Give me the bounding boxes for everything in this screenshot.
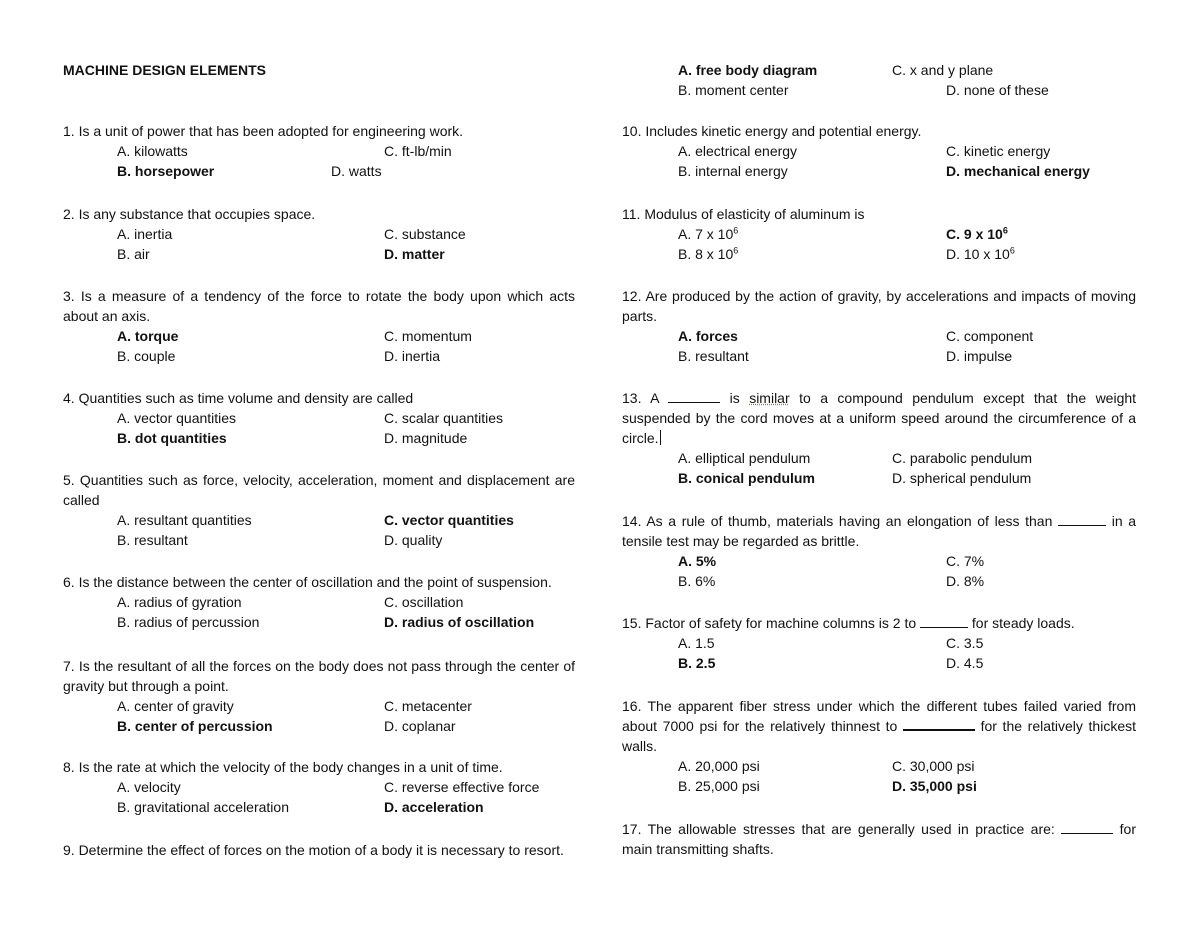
option-c: C. 7%	[946, 553, 985, 569]
option-c: C. component	[946, 328, 1034, 344]
option-d: D. none of these	[946, 82, 1049, 98]
question-stem: 5. Quantities such as force, velocity, acceleration, moment and displacement are called	[63, 472, 575, 508]
options	[63, 592, 575, 632]
options	[63, 326, 575, 366]
options	[622, 756, 1136, 796]
question-stem: 9. Determine the effect of forces on the motion of a body it is necessary to resort.	[63, 842, 564, 858]
option-c: C. 30,000 psi	[892, 758, 975, 774]
option-c: C. 3.5	[946, 635, 984, 651]
question-16	[622, 696, 1136, 796]
option-c: C. scalar quantities	[384, 410, 504, 426]
option-d: D. magnitude	[384, 430, 468, 446]
option-c-answer: C. 9 x $10^6$	[946, 225, 1008, 242]
options	[63, 224, 575, 264]
option-b: B. resultant	[678, 348, 749, 364]
option-b-answer: B. 2.5	[678, 655, 716, 671]
question-stem: 16. The apparent fiber stress under which the different tubes failed varied from about 7000 psi for the relatively thinnest to for the relatively thickest walls.	[622, 698, 1136, 754]
option-d: D. inertia	[384, 348, 441, 364]
option-a: A. inertia	[117, 226, 173, 242]
question-stem: 1. Is a unit of power that has been adopted for engineering work.	[63, 123, 464, 139]
question-stem: 10. Includes kinetic energy and potential energy.	[622, 123, 922, 139]
question-stem: 15. Factor of safety for machine columns is 2 to for steady loads.	[622, 615, 1075, 631]
option-a: A. electrical energy	[678, 143, 798, 159]
question-stem: 7. Is the resultant of all the forces on the body does not pass through the center of gravity but through a point.	[63, 658, 575, 694]
option-d: D. watts	[331, 163, 382, 179]
option-d-answer: D. matter	[384, 246, 445, 262]
option-a: A. radius of gyration	[117, 594, 242, 610]
option-c-answer: C. vector quantities	[384, 512, 514, 528]
option-d: D. 8%	[946, 573, 985, 589]
option-d-answer: D. radius of oscillation	[384, 614, 535, 630]
options	[622, 60, 1136, 100]
option-b: B. couple	[117, 348, 176, 364]
question-stem: 13. A is similar to a compound pendulum except that the weight suspended by the cord moves at a uniform speed around the circumference of a circle.	[622, 390, 1137, 446]
option-b: B. moment center	[678, 82, 789, 98]
options	[622, 448, 1136, 488]
page-title: MACHINE DESIGN ELEMENTS	[63, 62, 267, 78]
option-b-answer: B. conical pendulum	[678, 470, 815, 486]
answer-blank	[903, 717, 975, 731]
option-b: B. 8 x $10^6$	[678, 245, 739, 262]
question-4	[63, 388, 575, 448]
option-b: B. 25,000 psi	[678, 778, 760, 794]
options	[63, 408, 575, 448]
question-stem: 8. Is the rate at which the velocity of the body changes in a unit of time.	[63, 759, 503, 775]
question-stem: 12. Are produced by the action of gravity, by accelerations and impacts of moving parts.	[622, 288, 1136, 324]
option-b-answer: B. horsepower	[117, 163, 215, 179]
option-b: B. resultant	[117, 532, 188, 548]
option-a: A. 1.5	[678, 635, 715, 651]
question-14	[622, 511, 1136, 591]
option-c: C. x and y plane	[892, 62, 994, 78]
question-stem: 14. As a rule of thumb, materials having an elongation of less than in a tensile test may be regarded as brittle.	[622, 513, 1137, 549]
options	[622, 141, 1136, 181]
question-11	[622, 204, 1136, 264]
option-c: C. substance	[384, 226, 466, 242]
option-d: D. 4.5	[946, 655, 984, 671]
question-stem: 11. Modulus of elasticity of aluminum is	[622, 206, 865, 222]
option-b-answer: B. center of percussion	[117, 718, 273, 734]
option-c: C. kinetic energy	[946, 143, 1051, 159]
question-9	[63, 840, 575, 860]
options	[63, 141, 575, 181]
option-c: C. oscillation	[384, 594, 464, 610]
option-b: B. internal energy	[678, 163, 788, 179]
option-b: B. air	[117, 246, 150, 262]
question-3	[63, 286, 575, 366]
question-stem: 6. Is the distance between the center of oscillation and the point of suspension.	[63, 574, 552, 590]
answer-blank	[1061, 821, 1113, 834]
options	[622, 224, 1136, 264]
options	[622, 633, 1136, 673]
option-b: B. radius of percussion	[117, 614, 260, 630]
answer-blank	[668, 390, 720, 403]
question-2	[63, 204, 575, 264]
option-c: C. momentum	[384, 328, 472, 344]
option-a: A. velocity	[117, 779, 181, 795]
option-a: A. center of gravity	[117, 698, 234, 714]
question-9-options	[622, 60, 1136, 100]
option-d-answer: D. acceleration	[384, 799, 484, 815]
question-13	[622, 388, 1136, 488]
options	[622, 326, 1136, 366]
options	[63, 510, 575, 550]
question-stem: 4. Quantities such as time volume and density are called	[63, 390, 414, 406]
option-a: A. kilowatts	[117, 143, 188, 159]
question-stem: 17. The allowable stresses that are generally used in practice are: for main transmitting shafts.	[622, 821, 1136, 857]
option-d: D. spherical pendulum	[892, 470, 1032, 486]
option-b: B. gravitational acceleration	[117, 799, 289, 815]
option-d: D. quality	[384, 532, 443, 548]
option-a-answer: A. free body diagram	[678, 62, 818, 78]
answer-blank	[920, 615, 968, 628]
question-stem: 3. Is a measure of a tendency of the force to rotate the body upon which acts about an axis.	[63, 288, 575, 324]
option-a-answer: A. torque	[117, 328, 179, 344]
option-d-answer: D. mechanical energy	[946, 163, 1090, 179]
option-b-answer: B. dot quantities	[117, 430, 227, 446]
question-10	[622, 121, 1136, 181]
options	[63, 777, 575, 817]
question-5	[63, 470, 575, 550]
option-a-answer: A. 5%	[678, 553, 717, 569]
question-1	[63, 121, 575, 181]
question-17	[622, 819, 1136, 859]
option-d: D. 10 x $10^6$	[946, 245, 1015, 262]
option-b: B. 6%	[678, 573, 716, 589]
option-c: C. parabolic pendulum	[892, 450, 1033, 466]
options	[622, 551, 1136, 591]
question-15	[622, 613, 1136, 673]
option-c: C. metacenter	[384, 698, 472, 714]
text-cursor	[660, 430, 661, 445]
question-8	[63, 757, 575, 817]
option-a: A. resultant quantities	[117, 512, 252, 528]
answer-blank	[1058, 513, 1106, 526]
question-stem: 2. Is any substance that occupies space.	[63, 206, 316, 222]
option-a: A. 7 x $10^6$	[678, 225, 739, 242]
option-a: A. 20,000 psi	[678, 758, 760, 774]
option-c: C. ft-lb/min	[384, 143, 452, 159]
option-d: D. impulse	[946, 348, 1013, 364]
question-12	[622, 286, 1136, 366]
option-a: A. elliptical pendulum	[678, 450, 811, 466]
question-6	[63, 572, 575, 632]
option-a: A. vector quantities	[117, 410, 237, 426]
option-d: D. coplanar	[384, 718, 456, 734]
question-7	[63, 656, 575, 736]
option-c: C. reverse effective force	[384, 779, 540, 795]
options	[63, 696, 575, 736]
option-a-answer: A. forces	[678, 328, 738, 344]
option-d-answer: D. 35,000 psi	[892, 778, 977, 794]
